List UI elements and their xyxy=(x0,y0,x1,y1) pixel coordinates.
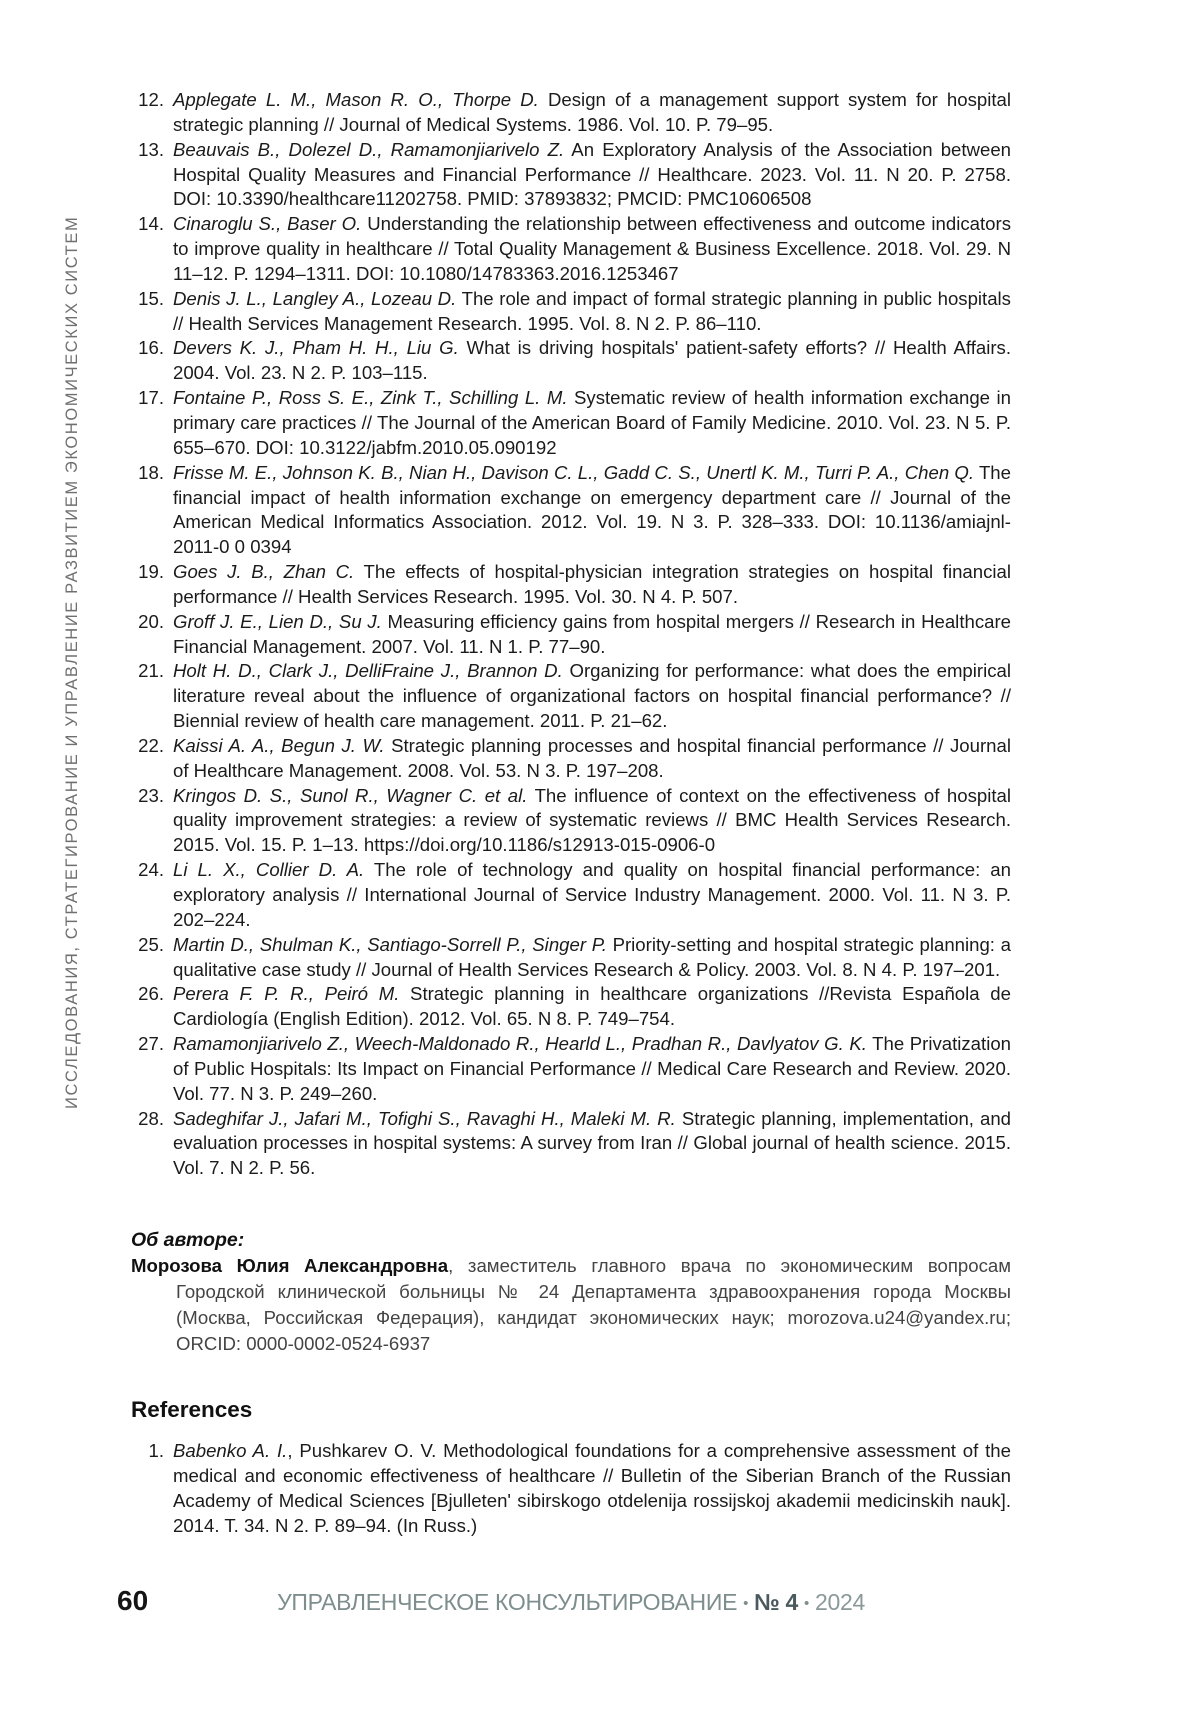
references-list-russian xyxy=(131,1439,1011,1538)
reference-authors: Frisse M. E., Johnson K. B., Nian H., Davison C. L., Gadd C. S., Unertl K. M., Turri P. A., Chen Q. xyxy=(173,461,975,483)
reference-authors: Kaissi A. A., Begun J. W. xyxy=(173,734,385,756)
page-content xyxy=(131,88,1011,1539)
reference-text: The influence of context on the effectiveness of hospital quality improvement strategies: a review of systematic reviews // BMC Health Services Research. 2015. Vol. 15. P. 1–13. https://doi.org/10.1186/s12913-015-0906-0 xyxy=(173,784,1011,856)
reference-number: 15. xyxy=(138,287,164,309)
reference-authors: Denis J. L., Langley A., Lozeau D. xyxy=(173,287,457,309)
reference-text: The Privatization of Public Hospitals: Its Impact on Financial Performance // Medical Care Research and Review. 2020. Vol. 77. N 3. P. 249–260. xyxy=(173,1033,1012,1104)
reference-text: Organizing for performance: what does the empirical literature reveal about the influence of organizational factors on hospital financial performance? // Biennial review of health care management. 2011. P. 21–62. xyxy=(173,660,1011,732)
reference-item xyxy=(131,1439,1011,1538)
reference-text: The financial impact of health information exchange on emergency department care // Journal of the American Medical Informatics Association. 2012. Vol. 19. N 3. P. 328–333. DOI: 10.1136/amiajnl-2011-0 0 0394 xyxy=(173,461,1011,558)
reference-authors: Beauvais B., Dolezel D., Ramamonjiarivelo Z. xyxy=(173,138,565,160)
reference-text: Systematic review of health information exchange in primary care practices // The Journal of the American Board of Family Medicine. 2010. Vol. 23. N 5. P. 655–670. DOI: 10.3122/jabfm.2010.05.090192 xyxy=(173,387,1012,458)
page-footer xyxy=(0,1584,1200,1624)
reference-number: 20. xyxy=(138,610,164,632)
journal-footer-line xyxy=(131,1588,1011,1618)
reference-number: 22. xyxy=(138,734,164,756)
reference-text: Priority-setting and hospital strategic planning: a qualitative case study // Journal of Health Services Research & Policy. 2003. Vol. 8. N 4. P. 197–201. xyxy=(173,933,1011,980)
references-heading: References xyxy=(131,1397,253,1423)
reference-text: The role and impact of formal strategic planning in public hospitals // Health Services Management Research. 1995. Vol. 8. N 2. P. 86–110. xyxy=(173,287,1011,334)
reference-authors: Fontaine P., Ross S. E., Zink T., Schilling L. M. xyxy=(173,387,568,409)
reference-item xyxy=(131,734,1011,784)
reference-authors: Li L. X., Collier D. A. xyxy=(173,859,365,881)
reference-authors: Devers K. J., Pham H. H., Liu G. xyxy=(173,337,459,359)
reference-text: Design of a management support system for hospital strategic planning // Journal of Medical Systems. 1986. Vol. 10. P. 79–95. xyxy=(173,89,1011,135)
reference-number: 28. xyxy=(138,1107,164,1129)
reference-number: 12. xyxy=(138,89,164,110)
reference-number: 23. xyxy=(138,784,164,806)
reference-text: , Pushkarev O. V. Methodological foundations for a comprehensive assessment of the medical and economic effectiveness of healthcare // Bulletin of the Siberian Branch of the Russian Academy of Medical Sciences [Bjulleten' sibirskogo otdelenija rossijskoj akademii medicinskih nauk]. 2014. T. 34. N 2. P. 89–94. (In Russ.) xyxy=(173,1440,1011,1536)
reference-item xyxy=(131,858,1011,933)
reference-item xyxy=(131,610,1011,660)
separator-dot: • xyxy=(743,1595,749,1612)
reference-text: The role of technology and quality on hospital financial performance: an exploratory analysis // International Journal of Service Industry Management. 2000. Vol. 11. N 3. P. 202–224. xyxy=(173,859,1011,930)
reference-item xyxy=(131,1032,1011,1107)
reference-item xyxy=(131,336,1011,386)
reference-authors: Ramamonjiarivelo Z., Weech-Maldonado R., Hearld L., Pradhan R., Davlyatov G. K. xyxy=(173,1033,867,1055)
about-author-heading: Об авторе: xyxy=(131,1229,245,1252)
reference-authors: Cinaroglu S., Baser O. xyxy=(173,213,362,235)
reference-text: Strategic planning processes and hospital financial performance // Journal of Healthcare Management. 2008. Vol. 53. N 3. P. 197–208. xyxy=(173,734,1011,781)
reference-text: Understanding the relationship between effectiveness and outcome indicators to improve quality in healthcare // Total Quality Management & Business Excellence. 2018. Vol. 29. N 11–12. P. 1294–1311. DOI: 10.1080/14783363.2016.1253467 xyxy=(173,213,1012,284)
reference-item xyxy=(131,88,1011,138)
reference-authors: Goes J. B., Zhan C. xyxy=(173,561,355,583)
reference-item xyxy=(131,784,1011,859)
reference-authors: Kringos D. S., Sunol R., Wagner C. et al. xyxy=(173,784,528,806)
reference-text: Strategic planning in healthcare organizations //Revista Española de Cardiología (English Edition). 2012. Vol. 65. N 8. P. 749–754. xyxy=(173,983,1011,1030)
page-number: 60 xyxy=(117,1585,149,1616)
reference-number: 16. xyxy=(138,337,164,359)
reference-number: 27. xyxy=(138,1033,164,1055)
reference-authors: Applegate L. M., Mason R. O., Thorpe D. xyxy=(173,89,539,110)
reference-item xyxy=(131,933,1011,983)
reference-authors: Groff J. E., Lien D., Su J. xyxy=(173,610,382,632)
reference-number: 19. xyxy=(138,561,164,583)
reference-text: What is driving hospitals' patient-safety efforts? // Health Affairs. 2004. Vol. 23. N 2. P. 103–115. xyxy=(173,337,1011,384)
author-name: Морозова Юлия Александровна xyxy=(131,1255,449,1277)
reference-item xyxy=(131,138,1011,213)
about-author-paragraph xyxy=(131,1253,1011,1357)
separator-dot: • xyxy=(804,1595,809,1612)
reference-text: Strategic planning, implementation, and evaluation processes in hospital systems: A survey from Iran // Global journal of health science. 2015. Vol. 7. N 2. P. 56. xyxy=(173,1107,1012,1179)
reference-number: 17. xyxy=(138,387,164,409)
reference-item xyxy=(131,982,1011,1032)
reference-text: An Exploratory Analysis of the Association between Hospital Quality Measures and Financial Performance // Healthcare. 2023. Vol. 11. N 20. P. 2758. DOI: 10.3390/healthcare11202758. PMID: 37893832; PMCID: PMC10606508 xyxy=(173,138,1011,210)
references-list-foreign xyxy=(131,88,1011,1181)
reference-authors: Sadeghifar J., Jafari M., Tofighi S., Ravaghi H., Maleki M. R. xyxy=(173,1107,676,1129)
reference-authors: Holt H. D., Clark J., DelliFraine J., Brannon D. xyxy=(173,660,563,682)
reference-item xyxy=(131,461,1011,560)
reference-number: 14. xyxy=(138,213,164,235)
issue-year: 2024 xyxy=(814,1589,865,1615)
reference-number: 18. xyxy=(138,461,164,483)
author-description: , заместитель главного врача по экономическим вопросам Городской клинической больницы № 24 Департамента здравоохранения города Москвы (Москва, Российская Федерация), кандидат экономических наук; morozova.u24@yandex.ru; ORCID: 0000-0002-0524-6937 xyxy=(176,1255,1011,1355)
reference-number: 26. xyxy=(138,983,164,1005)
reference-text: Measuring efficiency gains from hospital mergers // Research in Healthcare Financial Management. 2007. Vol. 11. N 1. P. 77–90. xyxy=(173,610,1011,657)
reference-number: 13. xyxy=(138,138,164,160)
reference-item xyxy=(131,212,1011,287)
reference-item xyxy=(131,659,1011,734)
reference-authors: Martin D., Shulman K., Santiago-Sorrell P., Singer P. xyxy=(173,933,607,955)
section-title-vertical: ИССЛЕДОВАНИЯ, СТРАТЕГИРОВАНИЕ И УПРАВЛЕНИЕ РАЗВИТИЕМ ЭКОНОМИЧЕСКИХ СИСТЕМ xyxy=(63,215,81,1109)
reference-authors: Babenko A. I. xyxy=(173,1440,288,1462)
reference-item xyxy=(131,386,1011,461)
reference-authors: Perera F. P. R., Peiró M. xyxy=(173,983,400,1005)
journal-title: УПРАВЛЕНЧЕСКОЕ КОНСУЛЬТИРОВАНИЕ xyxy=(277,1589,738,1615)
reference-number: 1. xyxy=(148,1440,164,1462)
reference-number: 21. xyxy=(138,660,164,682)
reference-text: The effects of hospital-physician integration strategies on hospital financial performance // Health Services Research. 1995. Vol. 30. N 4. P. 507. xyxy=(173,561,1011,607)
reference-item xyxy=(131,1107,1011,1182)
reference-item xyxy=(131,560,1011,610)
issue-number: № 4 xyxy=(754,1589,799,1615)
about-author-section xyxy=(131,1227,1011,1357)
reference-number: 24. xyxy=(138,859,164,881)
reference-number: 25. xyxy=(138,933,164,955)
reference-item xyxy=(131,287,1011,337)
